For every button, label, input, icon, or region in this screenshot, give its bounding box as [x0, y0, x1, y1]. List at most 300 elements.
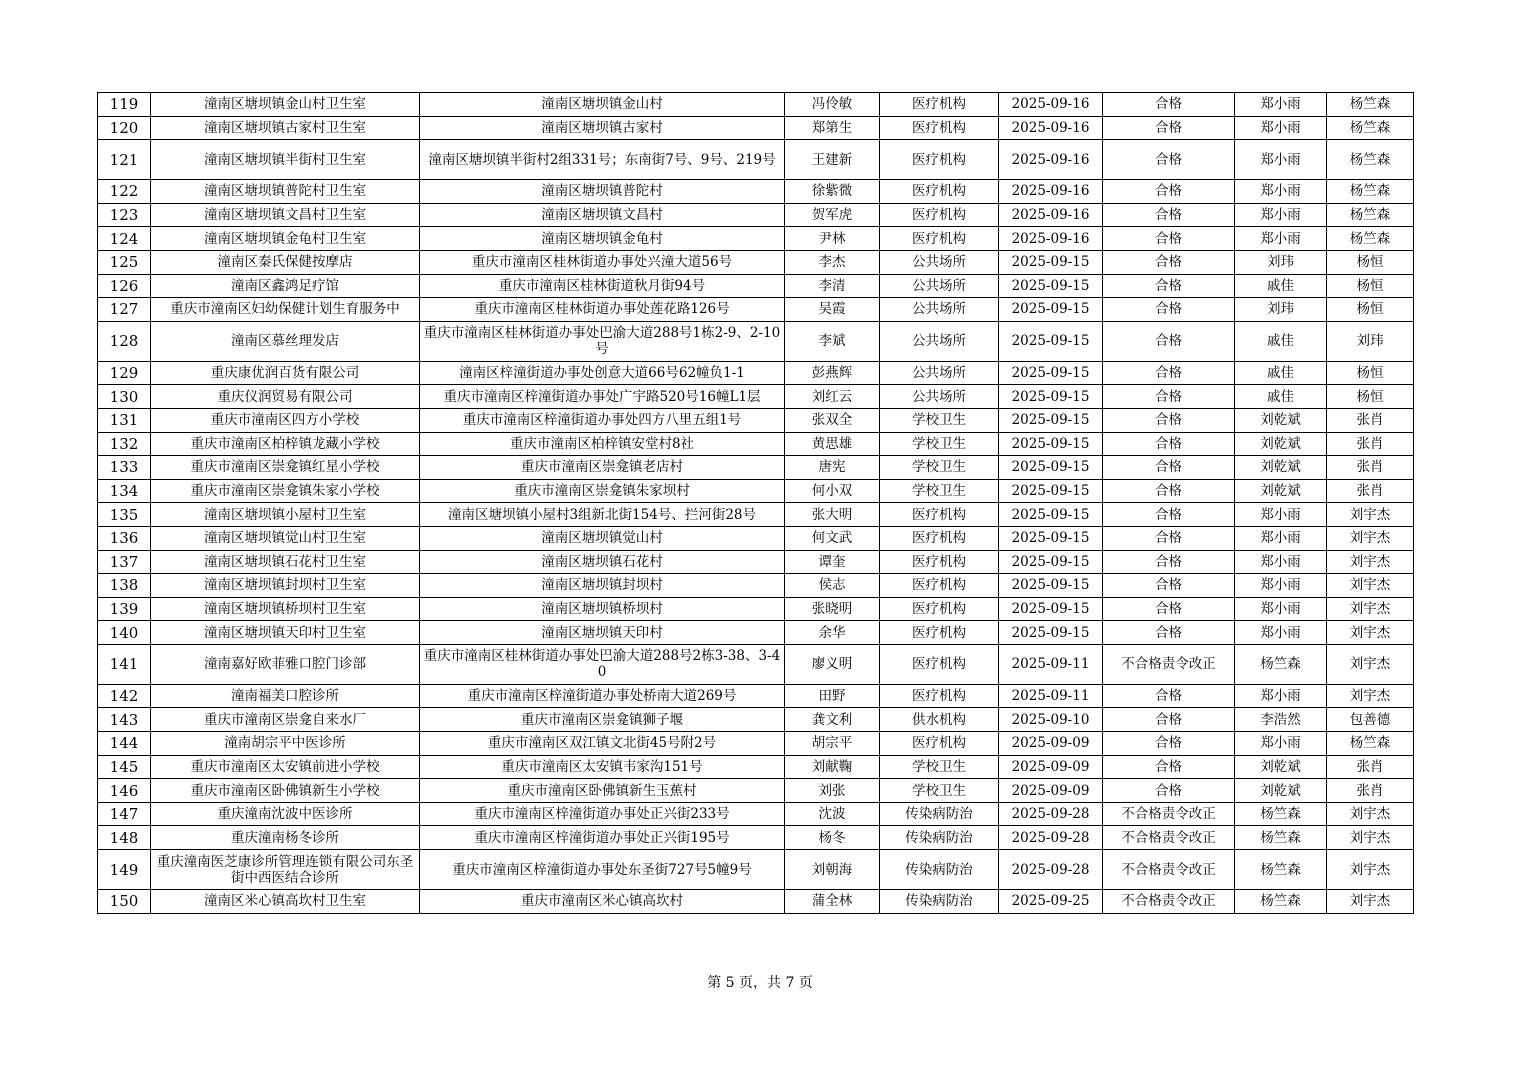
cell-unit-name: 潼南区慕丝理发店 — [151, 321, 420, 361]
cell-unit-address: 重庆市潼南区梓潼街道办事处正兴街233号 — [420, 802, 785, 826]
cell-row-number: 140 — [98, 621, 151, 645]
cell-result: 不合格责令改正 — [1103, 826, 1235, 850]
cell-inspection-date: 2025-09-16 — [999, 227, 1103, 251]
cell-category: 学校卫生 — [880, 456, 999, 480]
cell-category: 传染病防治 — [880, 802, 999, 826]
table-row — [98, 597, 1414, 621]
cell-row-number: 127 — [98, 298, 151, 322]
cell-legal-representative: 刘朝海 — [785, 850, 880, 890]
table-body — [98, 93, 1414, 914]
cell-unit-name: 潼南区塘坝镇古家村卫生室 — [151, 116, 420, 140]
cell-inspection-date: 2025-09-16 — [999, 140, 1103, 180]
cell-result: 合格 — [1103, 93, 1235, 117]
cell-legal-representative: 余华 — [785, 621, 880, 645]
cell-legal-representative: 沈波 — [785, 802, 880, 826]
cell-row-number: 141 — [98, 644, 151, 684]
cell-legal-representative: 廖义明 — [785, 644, 880, 684]
cell-inspector-2: 杨竺森 — [1327, 116, 1414, 140]
cell-legal-representative: 刘献鞠 — [785, 755, 880, 779]
cell-unit-name: 重庆市潼南区妇幼保健计划生育服务中 — [151, 298, 420, 322]
cell-unit-address: 重庆市潼南区柏梓镇安堂村8社 — [420, 432, 785, 456]
table-row — [98, 361, 1414, 385]
cell-unit-name: 重庆潼南杨冬诊所 — [151, 826, 420, 850]
cell-legal-representative: 何文武 — [785, 526, 880, 550]
cell-category: 传染病防治 — [880, 890, 999, 914]
cell-inspector-2: 杨恒 — [1327, 250, 1414, 274]
cell-inspector-1: 刘乾斌 — [1235, 408, 1327, 432]
cell-row-number: 148 — [98, 826, 151, 850]
cell-inspection-date: 2025-09-15 — [999, 503, 1103, 527]
cell-category: 医疗机构 — [880, 644, 999, 684]
cell-category: 医疗机构 — [880, 93, 999, 117]
cell-inspection-date: 2025-09-25 — [999, 890, 1103, 914]
inspection-results-table — [97, 92, 1414, 914]
cell-unit-name: 重庆市潼南区四方小学校 — [151, 408, 420, 432]
cell-inspector-1: 杨竺森 — [1235, 802, 1327, 826]
cell-inspection-date: 2025-09-15 — [999, 621, 1103, 645]
cell-legal-representative: 蒲全林 — [785, 890, 880, 914]
cell-inspection-date: 2025-09-15 — [999, 361, 1103, 385]
cell-unit-name: 重庆市潼南区柏梓镇龙藏小学校 — [151, 432, 420, 456]
cell-unit-address: 潼南区塘坝镇古家村 — [420, 116, 785, 140]
cell-inspection-date: 2025-09-15 — [999, 298, 1103, 322]
cell-inspector-2: 张肖 — [1327, 432, 1414, 456]
cell-inspection-date: 2025-09-15 — [999, 321, 1103, 361]
cell-row-number: 120 — [98, 116, 151, 140]
cell-unit-address: 重庆市潼南区崇龛镇朱家坝村 — [420, 479, 785, 503]
cell-unit-name: 重庆潼南医芝康诊所管理连锁有限公司东圣街中西医结合诊所 — [151, 850, 420, 890]
cell-category: 医疗机构 — [880, 574, 999, 598]
cell-result: 合格 — [1103, 408, 1235, 432]
cell-legal-representative: 张大明 — [785, 503, 880, 527]
table-row — [98, 779, 1414, 803]
cell-inspector-2: 张肖 — [1327, 408, 1414, 432]
cell-inspector-2: 刘宇杰 — [1327, 850, 1414, 890]
cell-category: 学校卫生 — [880, 779, 999, 803]
cell-result: 合格 — [1103, 708, 1235, 732]
cell-legal-representative: 龚文利 — [785, 708, 880, 732]
cell-unit-address: 潼南区塘坝镇半街村2组331号；东南街7号、9号、219号 — [420, 140, 785, 180]
cell-inspection-date: 2025-09-11 — [999, 644, 1103, 684]
table-row — [98, 203, 1414, 227]
cell-inspection-date: 2025-09-11 — [999, 684, 1103, 708]
cell-result: 合格 — [1103, 550, 1235, 574]
cell-legal-representative: 郑第生 — [785, 116, 880, 140]
cell-inspector-2: 杨竺森 — [1327, 180, 1414, 204]
cell-inspector-2: 杨恒 — [1327, 385, 1414, 409]
cell-category: 医疗机构 — [880, 227, 999, 251]
cell-inspection-date: 2025-09-15 — [999, 456, 1103, 480]
cell-unit-address: 重庆市潼南区梓潼街道办事处东圣街727号5幢9号 — [420, 850, 785, 890]
cell-inspection-date: 2025-09-09 — [999, 779, 1103, 803]
cell-legal-representative: 徐紫微 — [785, 180, 880, 204]
cell-unit-name: 潼南区塘坝镇半街村卫生室 — [151, 140, 420, 180]
cell-inspector-1: 刘玮 — [1235, 298, 1327, 322]
table-row — [98, 227, 1414, 251]
cell-legal-representative: 刘红云 — [785, 385, 880, 409]
cell-inspection-date: 2025-09-15 — [999, 250, 1103, 274]
cell-unit-address: 重庆市潼南区桂林街道办事处巴渝大道288号2栋3-38、3-40 — [420, 644, 785, 684]
cell-legal-representative: 黄思雄 — [785, 432, 880, 456]
cell-inspector-1: 郑小雨 — [1235, 550, 1327, 574]
cell-unit-address: 重庆市潼南区梓潼街道办事处正兴街195号 — [420, 826, 785, 850]
cell-unit-name: 重庆市潼南区崇龛镇红星小学校 — [151, 456, 420, 480]
cell-inspector-1: 刘玮 — [1235, 250, 1327, 274]
cell-inspector-2: 包善德 — [1327, 708, 1414, 732]
cell-inspector-1: 杨竺森 — [1235, 850, 1327, 890]
cell-row-number: 128 — [98, 321, 151, 361]
cell-category: 学校卫生 — [880, 408, 999, 432]
cell-category: 医疗机构 — [880, 503, 999, 527]
cell-inspector-1: 戚佳 — [1235, 321, 1327, 361]
cell-legal-representative: 刘张 — [785, 779, 880, 803]
cell-unit-address: 重庆市潼南区崇龛镇老店村 — [420, 456, 785, 480]
cell-unit-address: 潼南区塘坝镇封坝村 — [420, 574, 785, 598]
cell-legal-representative: 杨冬 — [785, 826, 880, 850]
cell-inspector-1: 戚佳 — [1235, 361, 1327, 385]
cell-inspector-2: 杨竺森 — [1327, 732, 1414, 756]
table-row — [98, 732, 1414, 756]
cell-legal-representative: 彭燕辉 — [785, 361, 880, 385]
table-row — [98, 479, 1414, 503]
cell-category: 公共场所 — [880, 298, 999, 322]
cell-inspector-2: 张肖 — [1327, 779, 1414, 803]
cell-inspector-2: 刘宇杰 — [1327, 550, 1414, 574]
cell-inspector-2: 刘宇杰 — [1327, 684, 1414, 708]
cell-unit-name: 重庆市潼南区崇龛自来水厂 — [151, 708, 420, 732]
cell-row-number: 146 — [98, 779, 151, 803]
cell-result: 合格 — [1103, 432, 1235, 456]
cell-inspector-1: 郑小雨 — [1235, 93, 1327, 117]
cell-unit-name: 重庆市潼南区崇龛镇朱家小学校 — [151, 479, 420, 503]
cell-unit-address: 重庆市潼南区桂林街道办事处兴潼大道56号 — [420, 250, 785, 274]
cell-legal-representative: 侯志 — [785, 574, 880, 598]
cell-inspection-date: 2025-09-28 — [999, 826, 1103, 850]
cell-category: 医疗机构 — [880, 684, 999, 708]
table-row — [98, 890, 1414, 914]
cell-category: 公共场所 — [880, 361, 999, 385]
cell-inspector-1: 杨竺森 — [1235, 644, 1327, 684]
cell-inspection-date: 2025-09-09 — [999, 755, 1103, 779]
cell-row-number: 131 — [98, 408, 151, 432]
cell-legal-representative: 谭奎 — [785, 550, 880, 574]
cell-legal-representative: 李斌 — [785, 321, 880, 361]
cell-unit-address: 潼南区塘坝镇金山村 — [420, 93, 785, 117]
cell-row-number: 132 — [98, 432, 151, 456]
cell-legal-representative: 张双全 — [785, 408, 880, 432]
cell-inspector-2: 张肖 — [1327, 755, 1414, 779]
cell-inspector-1: 郑小雨 — [1235, 503, 1327, 527]
cell-inspection-date: 2025-09-16 — [999, 93, 1103, 117]
cell-result: 合格 — [1103, 621, 1235, 645]
cell-category: 医疗机构 — [880, 180, 999, 204]
cell-category: 学校卫生 — [880, 432, 999, 456]
table-row — [98, 708, 1414, 732]
cell-inspector-2: 刘宇杰 — [1327, 644, 1414, 684]
cell-inspector-2: 刘宇杰 — [1327, 802, 1414, 826]
table-row — [98, 574, 1414, 598]
cell-unit-name: 潼南区塘坝镇文昌村卫生室 — [151, 203, 420, 227]
cell-unit-name: 潼南嘉好欧菲雅口腔门诊部 — [151, 644, 420, 684]
cell-unit-address: 潼南区塘坝镇普陀村 — [420, 180, 785, 204]
cell-legal-representative: 李清 — [785, 274, 880, 298]
cell-category: 医疗机构 — [880, 732, 999, 756]
cell-inspection-date: 2025-09-15 — [999, 526, 1103, 550]
cell-inspection-date: 2025-09-15 — [999, 597, 1103, 621]
cell-inspection-date: 2025-09-28 — [999, 802, 1103, 826]
cell-inspection-date: 2025-09-16 — [999, 116, 1103, 140]
cell-row-number: 119 — [98, 93, 151, 117]
cell-unit-address: 重庆市潼南区双江镇文北街45号附2号 — [420, 732, 785, 756]
cell-inspection-date: 2025-09-15 — [999, 274, 1103, 298]
cell-row-number: 147 — [98, 802, 151, 826]
cell-legal-representative: 贺军虎 — [785, 203, 880, 227]
cell-row-number: 126 — [98, 274, 151, 298]
cell-inspector-1: 刘乾斌 — [1235, 456, 1327, 480]
cell-unit-name: 重庆市潼南区卧佛镇新生小学校 — [151, 779, 420, 803]
cell-result: 合格 — [1103, 779, 1235, 803]
cell-result: 合格 — [1103, 180, 1235, 204]
cell-unit-address: 重庆市潼南区崇龛镇狮子堰 — [420, 708, 785, 732]
cell-inspector-1: 郑小雨 — [1235, 684, 1327, 708]
table-row — [98, 456, 1414, 480]
cell-category: 医疗机构 — [880, 621, 999, 645]
cell-inspection-date: 2025-09-28 — [999, 850, 1103, 890]
cell-inspector-2: 刘宇杰 — [1327, 621, 1414, 645]
cell-inspector-1: 李浩然 — [1235, 708, 1327, 732]
cell-unit-name: 潼南区塘坝镇金龟村卫生室 — [151, 227, 420, 251]
cell-inspection-date: 2025-09-10 — [999, 708, 1103, 732]
cell-inspector-1: 郑小雨 — [1235, 180, 1327, 204]
table-row — [98, 826, 1414, 850]
cell-category: 医疗机构 — [880, 140, 999, 180]
cell-category: 学校卫生 — [880, 479, 999, 503]
cell-row-number: 143 — [98, 708, 151, 732]
cell-unit-name: 重庆市潼南区太安镇前进小学校 — [151, 755, 420, 779]
cell-unit-address: 潼南区塘坝镇小屋村3组新北街154号、拦河街28号 — [420, 503, 785, 527]
cell-legal-representative: 何小双 — [785, 479, 880, 503]
cell-inspector-2: 张肖 — [1327, 479, 1414, 503]
cell-unit-address: 潼南区梓潼街道办事处创意大道66号62幢负1-1 — [420, 361, 785, 385]
cell-inspector-1: 郑小雨 — [1235, 140, 1327, 180]
cell-row-number: 139 — [98, 597, 151, 621]
cell-category: 学校卫生 — [880, 755, 999, 779]
cell-unit-address: 潼南区塘坝镇觉山村 — [420, 526, 785, 550]
cell-legal-representative: 张晓明 — [785, 597, 880, 621]
cell-result: 合格 — [1103, 203, 1235, 227]
cell-legal-representative: 尹林 — [785, 227, 880, 251]
cell-result: 合格 — [1103, 274, 1235, 298]
cell-inspector-2: 刘玮 — [1327, 321, 1414, 361]
cell-unit-name: 潼南区米心镇高坎村卫生室 — [151, 890, 420, 914]
cell-inspection-date: 2025-09-15 — [999, 550, 1103, 574]
cell-inspector-1: 郑小雨 — [1235, 574, 1327, 598]
cell-result: 不合格责令改正 — [1103, 890, 1235, 914]
cell-inspection-date: 2025-09-16 — [999, 203, 1103, 227]
cell-result: 合格 — [1103, 140, 1235, 180]
cell-unit-name: 潼南区塘坝镇封坝村卫生室 — [151, 574, 420, 598]
page-footer: 第 5 页，共 7 页 — [707, 975, 813, 991]
cell-legal-representative: 吴霞 — [785, 298, 880, 322]
cell-unit-name: 潼南区塘坝镇金山村卫生室 — [151, 93, 420, 117]
cell-row-number: 136 — [98, 526, 151, 550]
table-row — [98, 621, 1414, 645]
cell-result: 合格 — [1103, 116, 1235, 140]
cell-inspector-2: 刘宇杰 — [1327, 826, 1414, 850]
cell-result: 合格 — [1103, 456, 1235, 480]
cell-row-number: 138 — [98, 574, 151, 598]
table-row — [98, 755, 1414, 779]
cell-category: 公共场所 — [880, 250, 999, 274]
cell-inspector-2: 刘宇杰 — [1327, 597, 1414, 621]
cell-category: 医疗机构 — [880, 203, 999, 227]
cell-row-number: 145 — [98, 755, 151, 779]
table-row — [98, 116, 1414, 140]
cell-unit-address: 重庆市潼南区太安镇韦家沟151号 — [420, 755, 785, 779]
cell-inspection-date: 2025-09-15 — [999, 479, 1103, 503]
table-row — [98, 180, 1414, 204]
cell-unit-name: 潼南区塘坝镇天印村卫生室 — [151, 621, 420, 645]
cell-inspector-1: 郑小雨 — [1235, 621, 1327, 645]
cell-row-number: 122 — [98, 180, 151, 204]
table-row — [98, 550, 1414, 574]
cell-row-number: 142 — [98, 684, 151, 708]
table-row — [98, 684, 1414, 708]
cell-result: 合格 — [1103, 684, 1235, 708]
table-row — [98, 140, 1414, 180]
cell-unit-name: 潼南区秦氏保健按摩店 — [151, 250, 420, 274]
cell-inspector-1: 郑小雨 — [1235, 227, 1327, 251]
cell-unit-name: 重庆仪润贸易有限公司 — [151, 385, 420, 409]
cell-unit-name: 潼南区塘坝镇桥坝村卫生室 — [151, 597, 420, 621]
cell-unit-address: 重庆市潼南区桂林街道办事处巴渝大道288号1栋2-9、2-10号 — [420, 321, 785, 361]
cell-inspection-date: 2025-09-15 — [999, 385, 1103, 409]
cell-result: 合格 — [1103, 755, 1235, 779]
cell-inspector-1: 杨竺森 — [1235, 890, 1327, 914]
table-row — [98, 526, 1414, 550]
cell-unit-name: 潼南区鑫鸿足疗馆 — [151, 274, 420, 298]
cell-row-number: 129 — [98, 361, 151, 385]
cell-unit-name: 潼南区塘坝镇觉山村卫生室 — [151, 526, 420, 550]
table-row — [98, 93, 1414, 117]
cell-category: 医疗机构 — [880, 550, 999, 574]
cell-inspector-2: 杨竺森 — [1327, 227, 1414, 251]
cell-unit-name: 潼南区塘坝镇石花村卫生室 — [151, 550, 420, 574]
cell-inspector-2: 杨恒 — [1327, 274, 1414, 298]
cell-inspection-date: 2025-09-16 — [999, 180, 1103, 204]
cell-row-number: 124 — [98, 227, 151, 251]
cell-unit-address: 重庆市潼南区梓潼街道办事处桥南大道269号 — [420, 684, 785, 708]
cell-inspection-date: 2025-09-15 — [999, 408, 1103, 432]
cell-inspector-2: 刘宇杰 — [1327, 526, 1414, 550]
cell-unit-address: 重庆市潼南区卧佛镇新生玉蕉村 — [420, 779, 785, 803]
cell-category: 医疗机构 — [880, 526, 999, 550]
cell-unit-address: 潼南区塘坝镇天印村 — [420, 621, 785, 645]
cell-legal-representative: 李杰 — [785, 250, 880, 274]
cell-inspection-date: 2025-09-15 — [999, 432, 1103, 456]
cell-row-number: 135 — [98, 503, 151, 527]
cell-result: 合格 — [1103, 227, 1235, 251]
cell-inspector-1: 郑小雨 — [1235, 526, 1327, 550]
cell-unit-address: 潼南区塘坝镇桥坝村 — [420, 597, 785, 621]
table-row — [98, 298, 1414, 322]
cell-legal-representative: 唐宪 — [785, 456, 880, 480]
cell-category: 医疗机构 — [880, 597, 999, 621]
cell-result: 合格 — [1103, 574, 1235, 598]
cell-inspector-1: 杨竺森 — [1235, 826, 1327, 850]
cell-result: 合格 — [1103, 250, 1235, 274]
cell-row-number: 137 — [98, 550, 151, 574]
cell-result: 合格 — [1103, 321, 1235, 361]
cell-result: 不合格责令改正 — [1103, 802, 1235, 826]
cell-row-number: 149 — [98, 850, 151, 890]
cell-inspector-1: 刘乾斌 — [1235, 432, 1327, 456]
cell-inspector-1: 刘乾斌 — [1235, 755, 1327, 779]
cell-unit-name: 重庆康优润百货有限公司 — [151, 361, 420, 385]
cell-inspector-1: 郑小雨 — [1235, 597, 1327, 621]
cell-unit-name: 潼南区塘坝镇普陀村卫生室 — [151, 180, 420, 204]
cell-row-number: 133 — [98, 456, 151, 480]
table-row — [98, 385, 1414, 409]
table-row — [98, 321, 1414, 361]
cell-inspection-date: 2025-09-09 — [999, 732, 1103, 756]
cell-inspector-1: 郑小雨 — [1235, 732, 1327, 756]
cell-result: 合格 — [1103, 479, 1235, 503]
cell-unit-address: 重庆市潼南区梓潼街道办事处四方八里五组1号 — [420, 408, 785, 432]
cell-row-number: 125 — [98, 250, 151, 274]
cell-inspector-2: 刘宇杰 — [1327, 574, 1414, 598]
table-row — [98, 503, 1414, 527]
cell-category: 供水机构 — [880, 708, 999, 732]
cell-inspector-1: 刘乾斌 — [1235, 479, 1327, 503]
cell-legal-representative: 田野 — [785, 684, 880, 708]
cell-row-number: 121 — [98, 140, 151, 180]
cell-row-number: 130 — [98, 385, 151, 409]
cell-category: 传染病防治 — [880, 850, 999, 890]
cell-unit-address: 重庆市潼南区桂林街道秋月街94号 — [420, 274, 785, 298]
cell-result: 合格 — [1103, 385, 1235, 409]
cell-row-number: 123 — [98, 203, 151, 227]
cell-result: 合格 — [1103, 597, 1235, 621]
cell-inspector-2: 杨竺森 — [1327, 203, 1414, 227]
cell-inspector-2: 刘宇杰 — [1327, 503, 1414, 527]
cell-inspector-2: 杨恒 — [1327, 361, 1414, 385]
cell-unit-address: 潼南区塘坝镇文昌村 — [420, 203, 785, 227]
cell-legal-representative: 王建新 — [785, 140, 880, 180]
cell-result: 合格 — [1103, 526, 1235, 550]
table-row — [98, 850, 1414, 890]
cell-inspector-2: 张肖 — [1327, 456, 1414, 480]
table-row — [98, 274, 1414, 298]
cell-category: 公共场所 — [880, 321, 999, 361]
table-row — [98, 644, 1414, 684]
cell-inspector-1: 戚佳 — [1235, 274, 1327, 298]
cell-unit-name: 重庆潼南沈波中医诊所 — [151, 802, 420, 826]
cell-inspector-2: 杨竺森 — [1327, 140, 1414, 180]
cell-inspector-1: 郑小雨 — [1235, 116, 1327, 140]
cell-result: 合格 — [1103, 298, 1235, 322]
cell-unit-address: 潼南区塘坝镇金龟村 — [420, 227, 785, 251]
cell-unit-name: 潼南福美口腔诊所 — [151, 684, 420, 708]
cell-inspector-1: 刘乾斌 — [1235, 779, 1327, 803]
cell-inspector-2: 杨恒 — [1327, 298, 1414, 322]
cell-unit-address: 重庆市潼南区桂林街道办事处莲花路126号 — [420, 298, 785, 322]
cell-unit-name: 潼南区塘坝镇小屋村卫生室 — [151, 503, 420, 527]
cell-result: 不合格责令改正 — [1103, 850, 1235, 890]
cell-inspector-2: 杨竺森 — [1327, 93, 1414, 117]
cell-category: 公共场所 — [880, 274, 999, 298]
cell-result: 合格 — [1103, 732, 1235, 756]
